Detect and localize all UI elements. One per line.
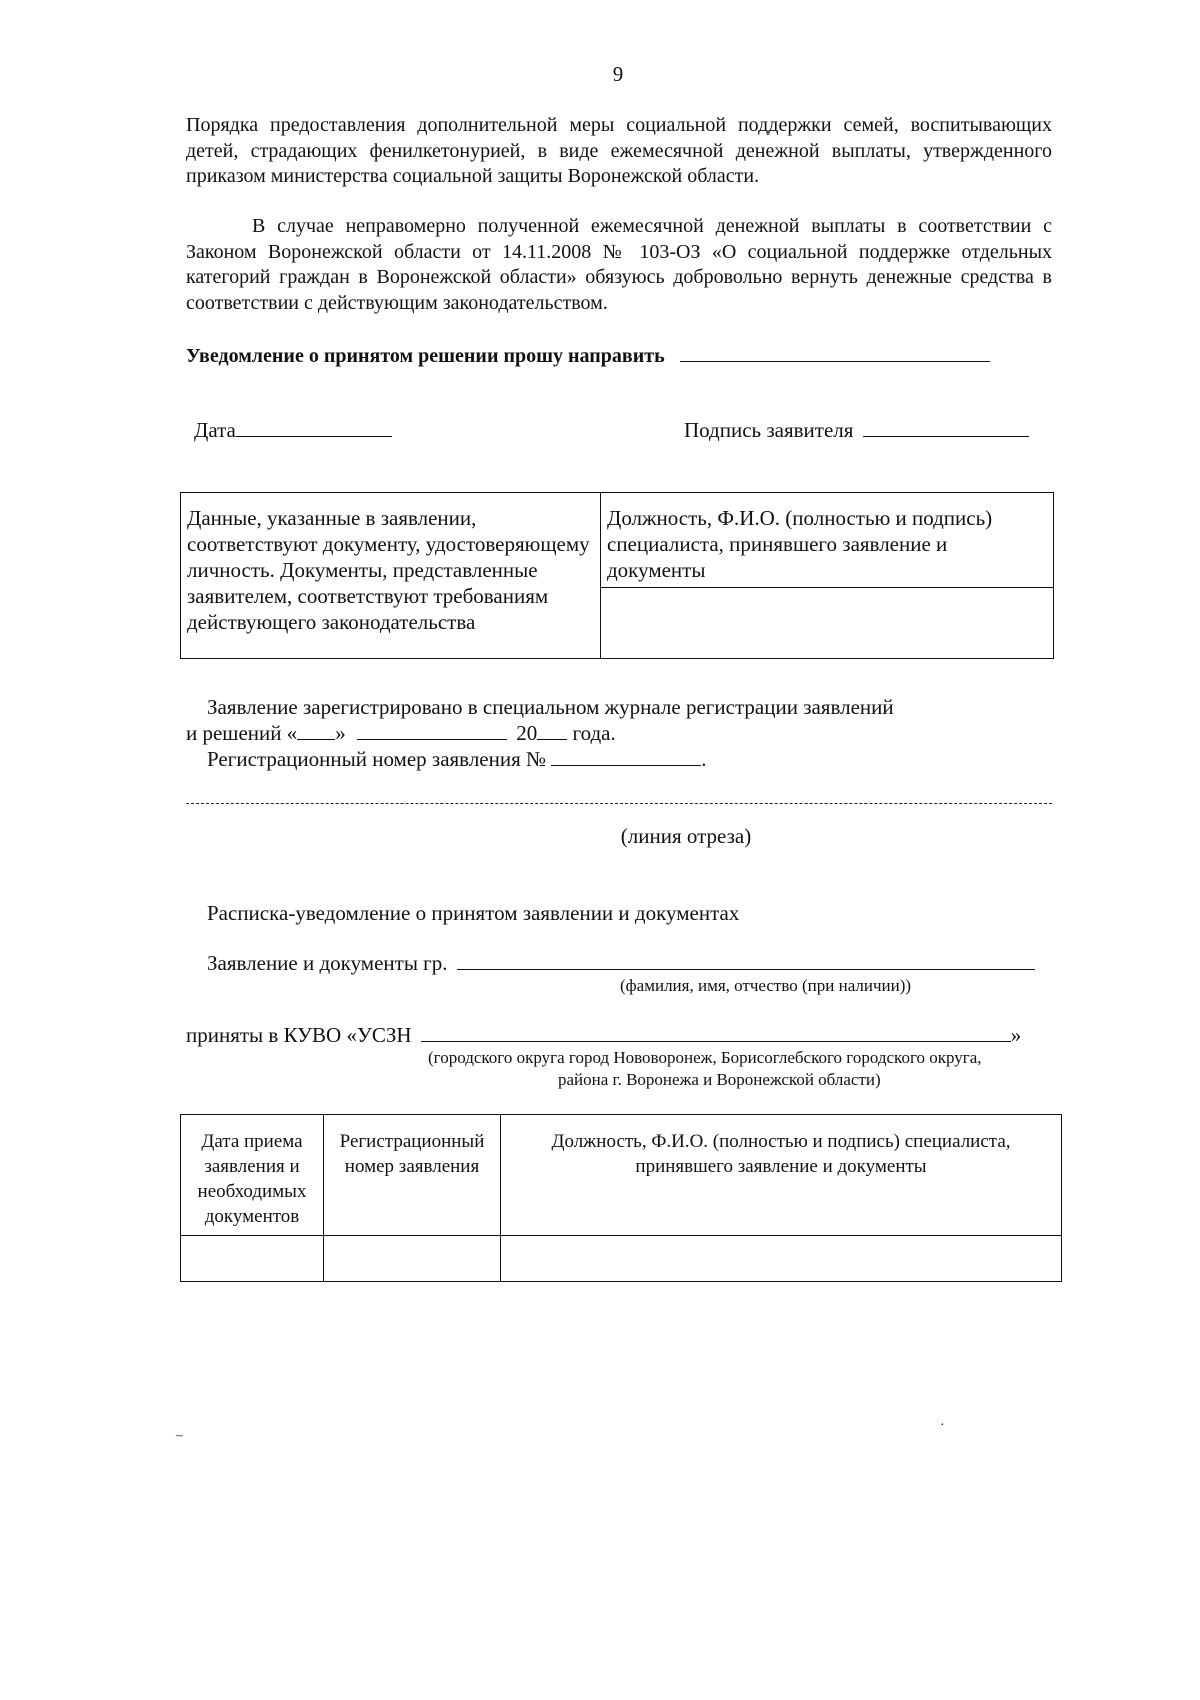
docs-from-hint: (фамилия, имя, отчество (при наличии)) — [620, 976, 912, 995]
paragraph-refund-obligation: В случае неправомерно полученной ежемесячной денежной выплаты в соответствии с Законом Воронежской области от 14.11.2008 № 103-ОЗ «О социальной поддержке отдельных категорий граждан в Воронежской области» обязуюсь добровольно вернуть денежные средства в соответствии с действующим законодательством. — [186, 215, 1052, 314]
notification-row — [186, 343, 990, 368]
registration-line-1: Заявление зарегистрировано в специальном журнале регистрации заявлений — [207, 695, 894, 719]
receipt-table — [180, 1114, 1062, 1282]
registration-year-prefix: 20 — [516, 721, 538, 745]
accepted-close-quote: » — [1010, 1023, 1022, 1047]
accepted-hint-1: (городского округа город Нововоронеж, Борисоглебского городского округа, — [428, 1048, 982, 1067]
cut-line-caption: (линия отреза) — [620, 824, 752, 848]
date-row — [194, 418, 392, 443]
header-specialist: Должность, Ф.И.О. (полностью и подпись) специалиста, принявшего заявление и документы — [501, 1115, 1062, 1236]
docs-from-row — [207, 950, 1035, 976]
registration-number-row: Регистрационный номер заявления № . — [207, 747, 707, 771]
notification-address-field[interactable] — [680, 343, 990, 362]
date-field[interactable] — [236, 418, 392, 437]
scan-mark-right: · — [940, 1418, 945, 1433]
signature-field[interactable] — [863, 418, 1029, 437]
page-number: 9 — [612, 62, 624, 86]
signature-row — [684, 418, 1029, 443]
cell-date[interactable] — [181, 1236, 324, 1282]
notification-label: Уведомление о принятом решении прошу направить — [186, 345, 665, 367]
cell-specialist[interactable] — [501, 1236, 1062, 1282]
registration-quote-close: » — [335, 721, 346, 745]
cell-reg-number[interactable] — [324, 1236, 501, 1282]
applicant-name-field[interactable] — [457, 951, 1035, 970]
registration-year-field[interactable] — [537, 721, 567, 740]
registration-number-label: Регистрационный номер заявления № — [207, 747, 547, 771]
header-date: Дата приема заявления и необходимых документов — [181, 1115, 324, 1236]
paragraph-order-reference: Порядка предоставления дополнительной меры социальной поддержки семей, воспитывающих детей, страдающих фенилкетонурией, в виде ежемесячной денежной выплаты, утвержденного приказом министерства социальной защиты Воронежской области. — [186, 114, 1052, 187]
receipt-table-row — [181, 1236, 1062, 1282]
verification-table — [180, 492, 1054, 659]
registration-prefix: и решений « — [186, 721, 298, 745]
scan-mark-left: – — [176, 1428, 183, 1443]
specialist-signature-cell[interactable] — [601, 588, 1054, 659]
department-field[interactable] — [421, 1023, 1011, 1042]
accepted-row — [186, 1022, 1021, 1048]
docs-from-label: Заявление и документы гр. — [207, 951, 448, 975]
registration-year-suffix: года. — [572, 721, 616, 745]
verification-statement: Данные, указанные в заявлении, соответствуют документу, удостоверяющему личность. Документы, представленные заявителем, соответствуют требованиям действующего законодательства — [181, 493, 601, 659]
specialist-header: Должность, Ф.И.О. (полностью и подпись) специалиста, принявшего заявление и документы — [601, 493, 1054, 588]
receipt-title: Расписка-уведомление о принятом заявлении и документах — [207, 901, 740, 925]
accepted-label: приняты в КУВО «УСЗН — [186, 1023, 412, 1047]
header-reg-number: Регистрационный номер заявления — [324, 1115, 501, 1236]
registration-month-field[interactable] — [357, 721, 507, 740]
accepted-hint-2: района г. Воронежа и Воронежской области) — [558, 1070, 881, 1089]
signature-label: Подпись заявителя — [684, 418, 854, 442]
date-label: Дата — [194, 418, 236, 442]
registration-line-2 — [186, 720, 616, 746]
registration-number-field[interactable] — [551, 747, 701, 766]
receipt-table-header-row — [181, 1115, 1062, 1236]
cut-line — [186, 803, 1052, 804]
registration-day-field[interactable] — [297, 721, 335, 740]
